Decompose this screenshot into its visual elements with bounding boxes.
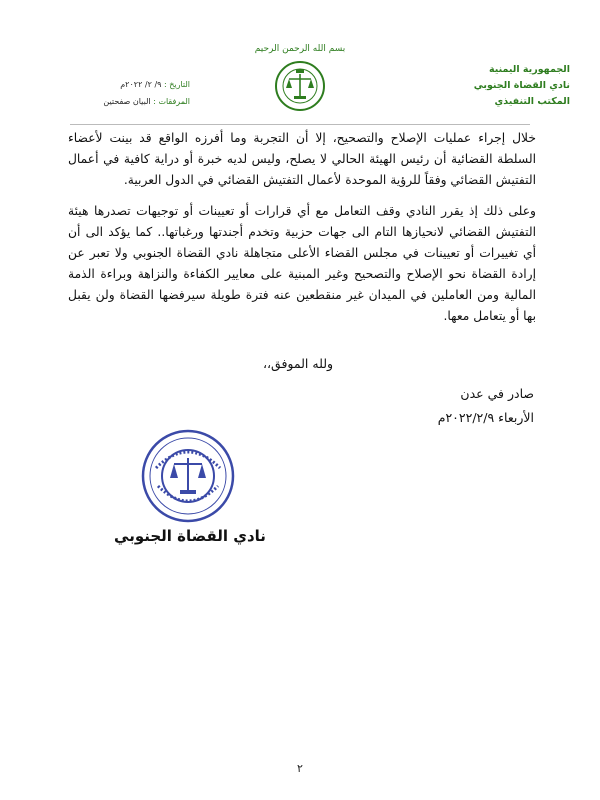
official-seal-icon bbox=[140, 428, 236, 524]
issued-date: الأربعاء ٢٠٢٢/٢/٩م bbox=[437, 410, 534, 425]
bismillah: بسم الله الرحمن الرحيم bbox=[254, 44, 346, 54]
page-number: ٢ bbox=[297, 762, 303, 775]
attachments-label: المرفقات bbox=[158, 97, 190, 106]
header-club-name: نادي القضاة الجنوبي bbox=[473, 80, 570, 91]
header-attachments-row: المرفقات : البيان صفحتين bbox=[103, 97, 190, 106]
header-office: المكتب التنفيذي bbox=[494, 96, 570, 107]
issued-place: صادر في عدن bbox=[460, 386, 534, 401]
header-country: الجمهورية اليمنية bbox=[489, 64, 570, 75]
letter-body bbox=[68, 128, 536, 337]
signature-name: نادي القضاة الجنوبي bbox=[114, 527, 266, 545]
closing-line: ولله الموفق،، bbox=[262, 356, 334, 371]
club-emblem-icon bbox=[274, 60, 326, 112]
header-date-row: التاريخ : ٩/ ٢/ ٢٠٢٢م bbox=[120, 80, 190, 89]
header-org-block bbox=[430, 62, 570, 110]
date-label: التاريخ bbox=[169, 80, 190, 89]
header-meta-block bbox=[60, 76, 190, 110]
issued-block bbox=[438, 382, 534, 430]
header-divider bbox=[70, 124, 530, 125]
date-value: ٩/ ٢/ ٢٠٢٢م bbox=[120, 80, 162, 89]
paragraph-2: وعلى ذلك إذ يقرر النادي وقف التعامل مع أي قرارات أو تعيينات أو توجيهات تصدرها هيئة التفتيش القضائي لانحيازها التام الى جهات حزبية وتخدم أجندتها ورغباتها.. كما يؤكد الى أن أي تغييرات أو تعيينات في مجلس القضاء الأعلى متجاهلة نادي القضاة الجنوبي ولا تعبر عن إرادة القضاة نحو الإصلاح والتصحيح وغير المبنية على معايير الكفاءة والنزاهة وبراءة الذمة المالية ومن العاملين في الميدان غير منقطعين عنه فترة طويلة سيرفضها القضاة ولن يقبل بها أو يتعامل معها. bbox=[68, 204, 536, 323]
paragraph-1: خلال إجراء عمليات الإصلاح والتصحيح، إلا أن التجربة وما أفرزه الواقع قد بينت لأعضاء السلطة القضائية أن رئيس الهيئة الحالي لا يصلح، وليس لديه خبرة أو دراية كافية في أعمال التفتيش القضائي وفقاً للرؤية الموحدة لأعمال التفتيش القضائي في الدول العربية. bbox=[68, 131, 536, 187]
attachments-value: البيان صفحتين bbox=[103, 97, 151, 106]
